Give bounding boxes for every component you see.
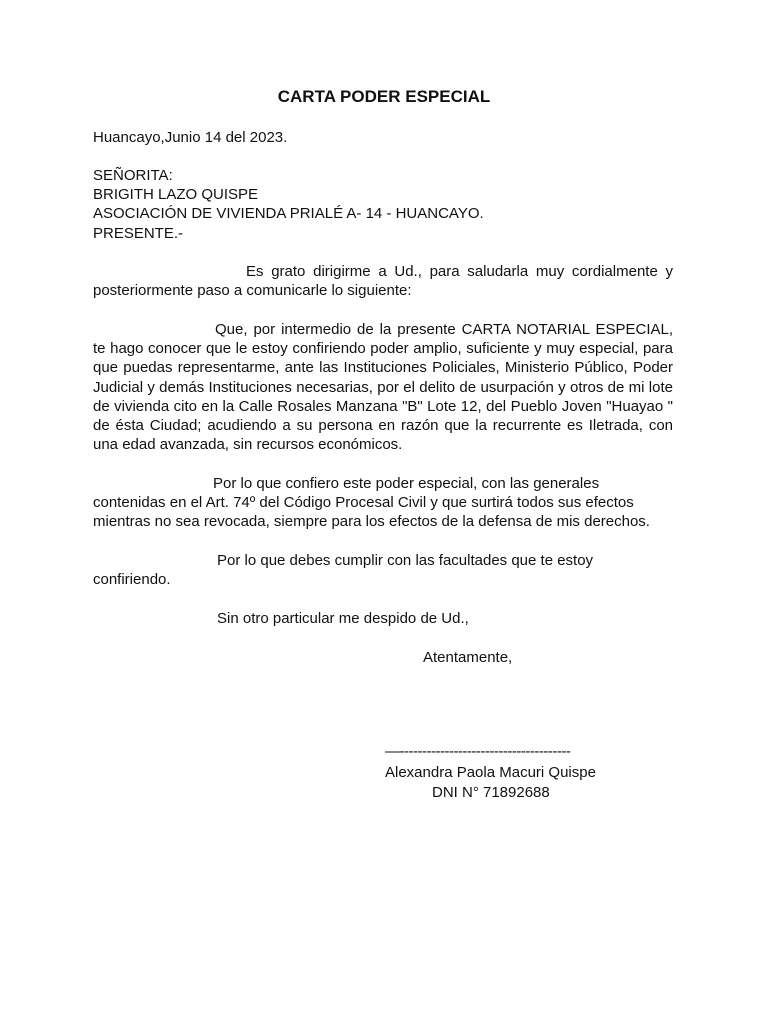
recipient-address: ASOCIACIÓN DE VIVIENDA PRIALÉ A- 14 - HUANCAYO. [93,205,484,222]
date-line: Huancayo,Junio 14 del 2023. [93,129,288,146]
paragraph-power-grant: Que, por intermedio de la presente CARTA NOTARIAL ESPECIAL, te hago conocer que le estoy confiriendo poder amplio, suficiente y muy especial, para que puedas representarme, ante las Instituciones Policiales, Ministerio Público, Poder Judicial y demás Instituciones necesarias, por el delito de usurpación y otros de mi lote de vivienda cito en la Calle Rosales Manzana "B" Lote 12, del Pueblo Joven "Huayao " de ésta Ciudad; acudiendo a su persona en razón que la recurrente es Iletrada, con una edad avanzada, sin recursos económicos. [93,321,673,454]
recipient-name: BRIGITH LAZO QUISPE [93,186,259,203]
sign-off: Atentamente, [423,649,513,666]
paragraph-obligation: Por lo que debes cumplir con las facultades que te estoy confiriendo. [93,552,594,589]
document-title: CARTA PODER ESPECIAL [277,87,491,106]
signature-line: —-------------------------------------- [385,743,571,760]
paragraph-legal-basis: Por lo que confiero este poder especial, con las generales contenidas en el Art. 74º del Código Procesal Civil y que surtirá todos sus efectos mientras no sea revocada, siempre para los efectos de la defensa de mis derechos. [93,475,650,531]
recipient-salutation: SEÑORITA: [93,167,173,184]
signatory-name: Alexandra Paola Macuri Quispe [385,764,596,781]
closing-line: Sin otro particular me despido de Ud., [217,610,469,627]
paragraph-greeting: Es grato dirigirme a Ud., para saludarla muy cordialmente y posteriormente paso a comunicarle lo siguiente: [93,263,673,300]
signatory-dni: DNI N° 71892688 [432,784,550,801]
recipient-presente: PRESENTE.- [93,225,184,242]
